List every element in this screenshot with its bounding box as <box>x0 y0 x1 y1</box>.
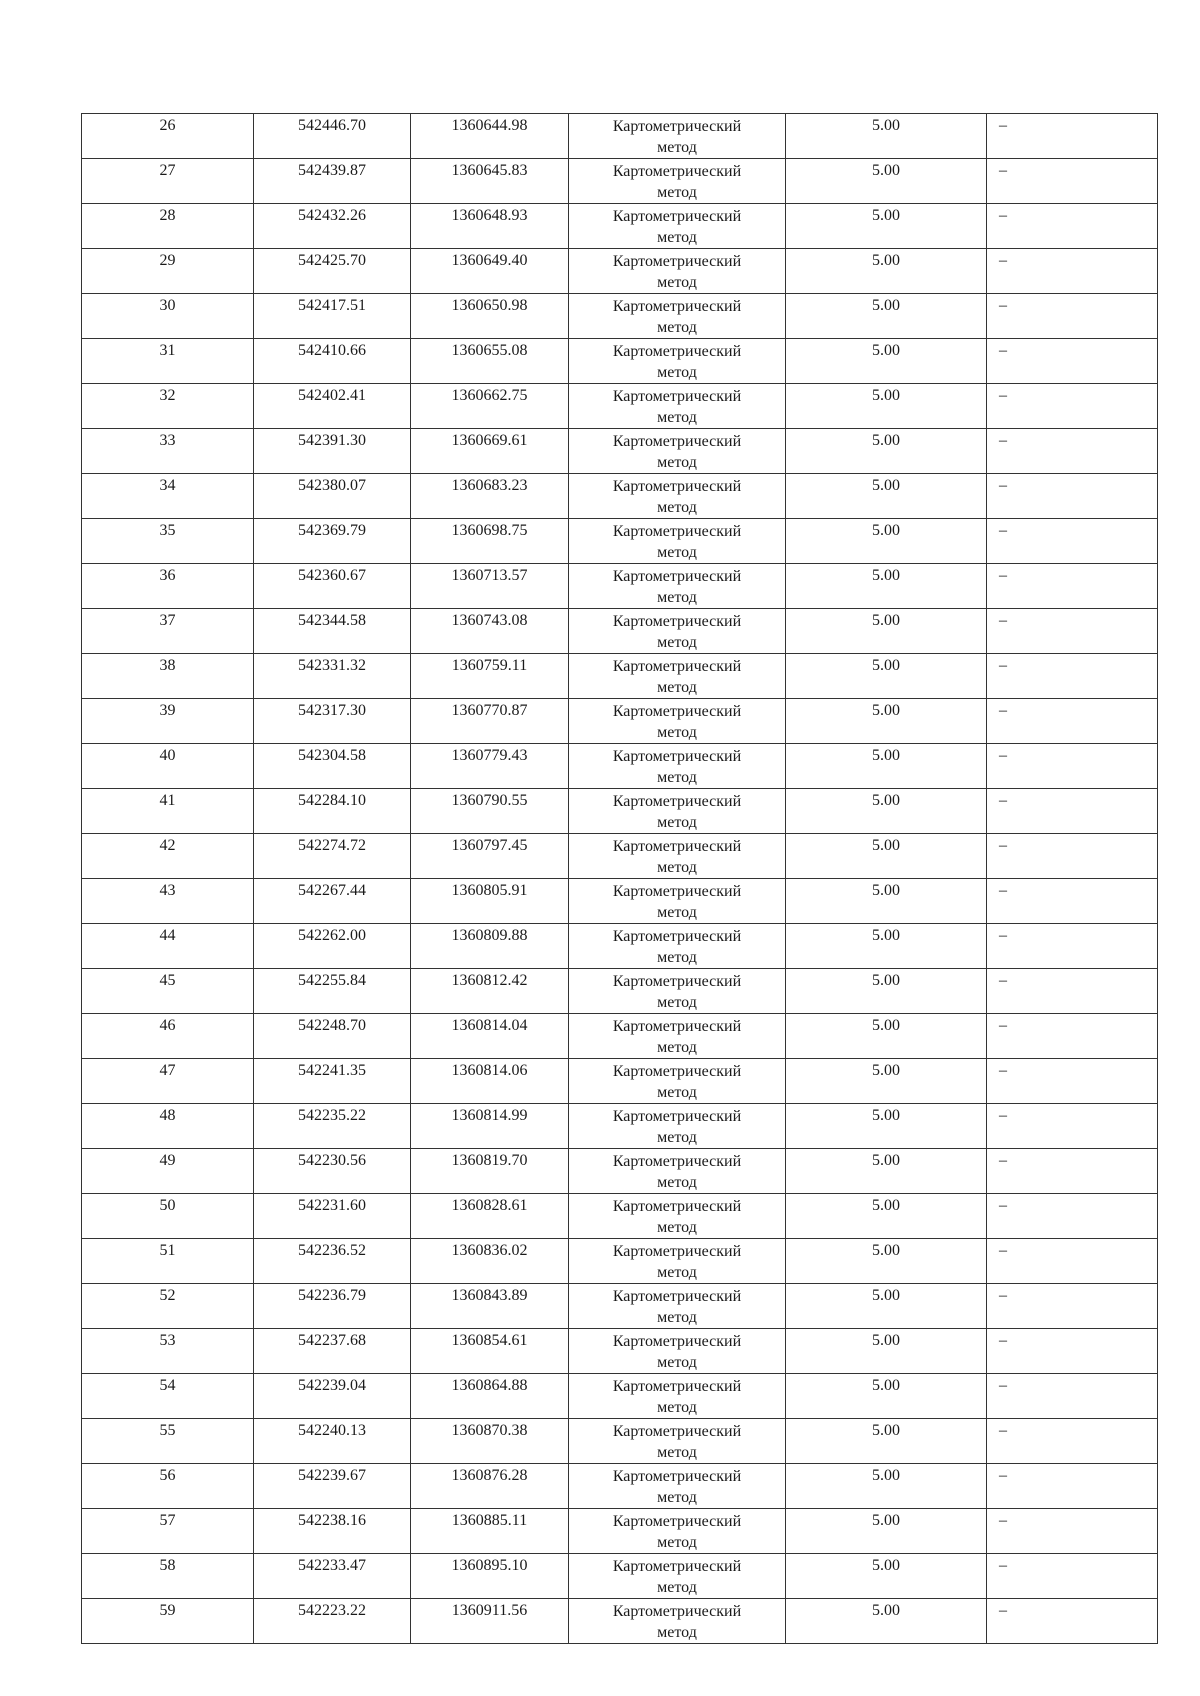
method-cell <box>569 1419 786 1464</box>
description-cell: – <box>987 159 1158 204</box>
method-cell <box>569 249 786 294</box>
accuracy-cell: 5.00 <box>786 1284 987 1329</box>
point-number-cell: 41 <box>82 789 254 834</box>
x-coordinate-cell: 542239.67 <box>254 1464 411 1509</box>
y-coordinate-cell: 1360649.40 <box>411 249 569 294</box>
method-text: Картометрический метод <box>612 883 742 921</box>
description-cell: – <box>987 1554 1158 1599</box>
method-cell <box>569 1284 786 1329</box>
description-cell: – <box>987 519 1158 564</box>
y-coordinate-cell: 1360797.45 <box>411 834 569 879</box>
method-text: Картометрический метод <box>612 1513 742 1551</box>
method-cell <box>569 159 786 204</box>
accuracy-cell: 5.00 <box>786 1104 987 1149</box>
accuracy-cell: 5.00 <box>786 1329 987 1374</box>
accuracy-cell: 5.00 <box>786 519 987 564</box>
method-text: Картометрический метод <box>612 1423 742 1461</box>
method-text: Картометрический метод <box>612 1603 742 1641</box>
accuracy-cell: 5.00 <box>786 1509 987 1554</box>
x-coordinate-cell: 542223.22 <box>254 1599 411 1644</box>
method-cell <box>569 699 786 744</box>
x-coordinate-cell: 542231.60 <box>254 1194 411 1239</box>
x-coordinate-cell: 542240.13 <box>254 1419 411 1464</box>
accuracy-cell: 5.00 <box>786 1419 987 1464</box>
point-number-cell: 48 <box>82 1104 254 1149</box>
method-cell <box>569 834 786 879</box>
y-coordinate-cell: 1360770.87 <box>411 699 569 744</box>
table-row <box>82 384 1158 429</box>
table-row <box>82 1104 1158 1149</box>
point-number-cell: 40 <box>82 744 254 789</box>
point-number-cell: 47 <box>82 1059 254 1104</box>
method-cell <box>569 1509 786 1554</box>
method-text: Картометрический метод <box>612 1468 742 1506</box>
description-cell: – <box>987 1599 1158 1644</box>
method-text: Картометрический метод <box>612 748 742 786</box>
method-cell <box>569 1329 786 1374</box>
x-coordinate-cell: 542262.00 <box>254 924 411 969</box>
x-coordinate-cell: 542237.68 <box>254 1329 411 1374</box>
x-coordinate-cell: 542432.26 <box>254 204 411 249</box>
table-row <box>82 1509 1158 1554</box>
x-coordinate-cell: 542425.70 <box>254 249 411 294</box>
method-text: Картометрический метод <box>612 1108 742 1146</box>
table-row <box>82 654 1158 699</box>
method-text: Картометрический метод <box>612 838 742 876</box>
accuracy-cell: 5.00 <box>786 339 987 384</box>
y-coordinate-cell: 1360809.88 <box>411 924 569 969</box>
x-coordinate-cell: 542248.70 <box>254 1014 411 1059</box>
table-row <box>82 969 1158 1014</box>
x-coordinate-cell: 542239.04 <box>254 1374 411 1419</box>
point-number-cell: 49 <box>82 1149 254 1194</box>
method-text: Картометрический метод <box>612 928 742 966</box>
x-coordinate-cell: 542255.84 <box>254 969 411 1014</box>
description-cell: – <box>987 1419 1158 1464</box>
coordinates-table-body <box>82 114 1158 1644</box>
method-text: Картометрический метод <box>612 1018 742 1056</box>
table-row <box>82 1599 1158 1644</box>
method-cell <box>569 1239 786 1284</box>
method-cell <box>569 1104 786 1149</box>
y-coordinate-cell: 1360759.11 <box>411 654 569 699</box>
accuracy-cell: 5.00 <box>786 609 987 654</box>
description-cell: – <box>987 249 1158 294</box>
method-cell <box>569 924 786 969</box>
description-cell: – <box>987 384 1158 429</box>
method-text: Картометрический метод <box>612 208 742 246</box>
x-coordinate-cell: 542284.10 <box>254 789 411 834</box>
description-cell: – <box>987 1509 1158 1554</box>
table-row <box>82 159 1158 204</box>
y-coordinate-cell: 1360645.83 <box>411 159 569 204</box>
accuracy-cell: 5.00 <box>786 924 987 969</box>
y-coordinate-cell: 1360650.98 <box>411 294 569 339</box>
point-number-cell: 34 <box>82 474 254 519</box>
x-coordinate-cell: 542236.79 <box>254 1284 411 1329</box>
point-number-cell: 46 <box>82 1014 254 1059</box>
method-text: Картометрический метод <box>612 1243 742 1281</box>
point-number-cell: 28 <box>82 204 254 249</box>
accuracy-cell: 5.00 <box>786 699 987 744</box>
accuracy-cell: 5.00 <box>786 1014 987 1059</box>
description-cell: – <box>987 1329 1158 1374</box>
accuracy-cell: 5.00 <box>786 834 987 879</box>
accuracy-cell: 5.00 <box>786 249 987 294</box>
y-coordinate-cell: 1360836.02 <box>411 1239 569 1284</box>
y-coordinate-cell: 1360743.08 <box>411 609 569 654</box>
method-text: Картометрический метод <box>612 1153 742 1191</box>
accuracy-cell: 5.00 <box>786 1554 987 1599</box>
y-coordinate-cell: 1360662.75 <box>411 384 569 429</box>
method-cell <box>569 1194 786 1239</box>
x-coordinate-cell: 542233.47 <box>254 1554 411 1599</box>
y-coordinate-cell: 1360854.61 <box>411 1329 569 1374</box>
y-coordinate-cell: 1360828.61 <box>411 1194 569 1239</box>
table-row <box>82 834 1158 879</box>
y-coordinate-cell: 1360812.42 <box>411 969 569 1014</box>
description-cell: – <box>987 429 1158 474</box>
method-text: Картометрический метод <box>612 973 742 1011</box>
table-row <box>82 744 1158 789</box>
table-row <box>82 1014 1158 1059</box>
method-cell <box>569 1464 786 1509</box>
method-text: Картометрический метод <box>612 1288 742 1326</box>
x-coordinate-cell: 542391.30 <box>254 429 411 474</box>
description-cell: – <box>987 609 1158 654</box>
table-row <box>82 114 1158 159</box>
x-coordinate-cell: 542235.22 <box>254 1104 411 1149</box>
y-coordinate-cell: 1360655.08 <box>411 339 569 384</box>
method-text: Картометрический метод <box>612 163 742 201</box>
point-number-cell: 55 <box>82 1419 254 1464</box>
point-number-cell: 51 <box>82 1239 254 1284</box>
y-coordinate-cell: 1360805.91 <box>411 879 569 924</box>
description-cell: – <box>987 1059 1158 1104</box>
table-row <box>82 1059 1158 1104</box>
accuracy-cell: 5.00 <box>786 654 987 699</box>
table-row <box>82 564 1158 609</box>
point-number-cell: 45 <box>82 969 254 1014</box>
y-coordinate-cell: 1360790.55 <box>411 789 569 834</box>
point-number-cell: 53 <box>82 1329 254 1374</box>
x-coordinate-cell: 542236.52 <box>254 1239 411 1284</box>
x-coordinate-cell: 542446.70 <box>254 114 411 159</box>
method-text: Картометрический метод <box>612 253 742 291</box>
accuracy-cell: 5.00 <box>786 564 987 609</box>
method-cell <box>569 1599 786 1644</box>
y-coordinate-cell: 1360713.57 <box>411 564 569 609</box>
y-coordinate-cell: 1360814.04 <box>411 1014 569 1059</box>
description-cell: – <box>987 744 1158 789</box>
accuracy-cell: 5.00 <box>786 1239 987 1284</box>
point-number-cell: 57 <box>82 1509 254 1554</box>
description-cell: – <box>987 1194 1158 1239</box>
point-number-cell: 33 <box>82 429 254 474</box>
accuracy-cell: 5.00 <box>786 1464 987 1509</box>
point-number-cell: 58 <box>82 1554 254 1599</box>
x-coordinate-cell: 542360.67 <box>254 564 411 609</box>
method-cell <box>569 204 786 249</box>
y-coordinate-cell: 1360876.28 <box>411 1464 569 1509</box>
y-coordinate-cell: 1360698.75 <box>411 519 569 564</box>
method-cell <box>569 789 786 834</box>
y-coordinate-cell: 1360911.56 <box>411 1599 569 1644</box>
x-coordinate-cell: 542241.35 <box>254 1059 411 1104</box>
x-coordinate-cell: 542402.41 <box>254 384 411 429</box>
point-number-cell: 27 <box>82 159 254 204</box>
accuracy-cell: 5.00 <box>786 114 987 159</box>
point-number-cell: 36 <box>82 564 254 609</box>
accuracy-cell: 5.00 <box>786 1599 987 1644</box>
accuracy-cell: 5.00 <box>786 159 987 204</box>
y-coordinate-cell: 1360644.98 <box>411 114 569 159</box>
accuracy-cell: 5.00 <box>786 1149 987 1194</box>
x-coordinate-cell: 542410.66 <box>254 339 411 384</box>
method-text: Картометрический метод <box>612 1333 742 1371</box>
y-coordinate-cell: 1360683.23 <box>411 474 569 519</box>
description-cell: – <box>987 789 1158 834</box>
method-cell <box>569 339 786 384</box>
x-coordinate-cell: 542230.56 <box>254 1149 411 1194</box>
description-cell: – <box>987 699 1158 744</box>
point-number-cell: 31 <box>82 339 254 384</box>
table-row <box>82 474 1158 519</box>
method-cell <box>569 969 786 1014</box>
method-cell <box>569 429 786 474</box>
method-cell <box>569 114 786 159</box>
accuracy-cell: 5.00 <box>786 744 987 789</box>
method-text: Картометрический метод <box>612 388 742 426</box>
method-text: Картометрический метод <box>612 1378 742 1416</box>
method-text: Картометрический метод <box>612 343 742 381</box>
point-number-cell: 26 <box>82 114 254 159</box>
method-cell <box>569 294 786 339</box>
method-text: Картометрический метод <box>612 568 742 606</box>
method-cell <box>569 519 786 564</box>
table-row <box>82 699 1158 744</box>
description-cell: – <box>987 1014 1158 1059</box>
method-cell <box>569 564 786 609</box>
point-number-cell: 39 <box>82 699 254 744</box>
method-text: Картометрический метод <box>612 658 742 696</box>
point-number-cell: 38 <box>82 654 254 699</box>
accuracy-cell: 5.00 <box>786 1374 987 1419</box>
table-row <box>82 1464 1158 1509</box>
x-coordinate-cell: 542304.58 <box>254 744 411 789</box>
method-cell <box>569 744 786 789</box>
method-text: Картометрический метод <box>612 793 742 831</box>
description-cell: – <box>987 924 1158 969</box>
table-row <box>82 249 1158 294</box>
table-row <box>82 789 1158 834</box>
table-row <box>82 879 1158 924</box>
table-row <box>82 1419 1158 1464</box>
x-coordinate-cell: 542331.32 <box>254 654 411 699</box>
y-coordinate-cell: 1360814.06 <box>411 1059 569 1104</box>
description-cell: – <box>987 1239 1158 1284</box>
table-row <box>82 1554 1158 1599</box>
method-cell <box>569 1554 786 1599</box>
description-cell: – <box>987 834 1158 879</box>
accuracy-cell: 5.00 <box>786 294 987 339</box>
y-coordinate-cell: 1360814.99 <box>411 1104 569 1149</box>
x-coordinate-cell: 542317.30 <box>254 699 411 744</box>
method-text: Картометрический метод <box>612 703 742 741</box>
table-row <box>82 519 1158 564</box>
table-row <box>82 204 1158 249</box>
accuracy-cell: 5.00 <box>786 474 987 519</box>
y-coordinate-cell: 1360669.61 <box>411 429 569 474</box>
method-text: Картометрический метод <box>612 118 742 156</box>
table-row <box>82 924 1158 969</box>
point-number-cell: 43 <box>82 879 254 924</box>
accuracy-cell: 5.00 <box>786 879 987 924</box>
description-cell: – <box>987 339 1158 384</box>
description-cell: – <box>987 1149 1158 1194</box>
description-cell: – <box>987 654 1158 699</box>
point-number-cell: 59 <box>82 1599 254 1644</box>
method-text: Картометрический метод <box>612 433 742 471</box>
point-number-cell: 32 <box>82 384 254 429</box>
y-coordinate-cell: 1360843.89 <box>411 1284 569 1329</box>
method-cell <box>569 879 786 924</box>
x-coordinate-cell: 542238.16 <box>254 1509 411 1554</box>
y-coordinate-cell: 1360819.70 <box>411 1149 569 1194</box>
method-text: Картометрический метод <box>612 1558 742 1596</box>
point-number-cell: 54 <box>82 1374 254 1419</box>
table-row <box>82 609 1158 654</box>
description-cell: – <box>987 1374 1158 1419</box>
method-cell <box>569 1149 786 1194</box>
table-row <box>82 1329 1158 1374</box>
description-cell: – <box>987 294 1158 339</box>
table-row <box>82 339 1158 384</box>
point-number-cell: 52 <box>82 1284 254 1329</box>
method-text: Картометрический метод <box>612 1198 742 1236</box>
y-coordinate-cell: 1360648.93 <box>411 204 569 249</box>
x-coordinate-cell: 542417.51 <box>254 294 411 339</box>
accuracy-cell: 5.00 <box>786 789 987 834</box>
point-number-cell: 44 <box>82 924 254 969</box>
description-cell: – <box>987 564 1158 609</box>
method-cell <box>569 384 786 429</box>
method-cell <box>569 1374 786 1419</box>
point-number-cell: 30 <box>82 294 254 339</box>
table-row <box>82 1284 1158 1329</box>
point-number-cell: 37 <box>82 609 254 654</box>
description-cell: – <box>987 879 1158 924</box>
y-coordinate-cell: 1360895.10 <box>411 1554 569 1599</box>
table-row <box>82 1194 1158 1239</box>
description-cell: – <box>987 1284 1158 1329</box>
table-row <box>82 1374 1158 1419</box>
point-number-cell: 29 <box>82 249 254 294</box>
method-cell <box>569 609 786 654</box>
point-number-cell: 42 <box>82 834 254 879</box>
accuracy-cell: 5.00 <box>786 969 987 1014</box>
accuracy-cell: 5.00 <box>786 1194 987 1239</box>
method-cell <box>569 1014 786 1059</box>
description-cell: – <box>987 969 1158 1014</box>
coordinates-table <box>81 113 1158 1644</box>
method-text: Картометрический метод <box>612 1063 742 1101</box>
table-row <box>82 1149 1158 1194</box>
point-number-cell: 50 <box>82 1194 254 1239</box>
table-row <box>82 429 1158 474</box>
table-row <box>82 294 1158 339</box>
y-coordinate-cell: 1360779.43 <box>411 744 569 789</box>
description-cell: – <box>987 204 1158 249</box>
point-number-cell: 35 <box>82 519 254 564</box>
description-cell: – <box>987 474 1158 519</box>
x-coordinate-cell: 542274.72 <box>254 834 411 879</box>
method-text: Картометрический метод <box>612 613 742 651</box>
description-cell: – <box>987 1464 1158 1509</box>
accuracy-cell: 5.00 <box>786 384 987 429</box>
y-coordinate-cell: 1360870.38 <box>411 1419 569 1464</box>
accuracy-cell: 5.00 <box>786 429 987 474</box>
x-coordinate-cell: 542369.79 <box>254 519 411 564</box>
x-coordinate-cell: 542439.87 <box>254 159 411 204</box>
method-cell <box>569 654 786 699</box>
method-cell <box>569 474 786 519</box>
x-coordinate-cell: 542380.07 <box>254 474 411 519</box>
point-number-cell: 56 <box>82 1464 254 1509</box>
x-coordinate-cell: 542344.58 <box>254 609 411 654</box>
accuracy-cell: 5.00 <box>786 1059 987 1104</box>
description-cell: – <box>987 1104 1158 1149</box>
table-row <box>82 1239 1158 1284</box>
description-cell: – <box>987 114 1158 159</box>
method-cell <box>569 1059 786 1104</box>
x-coordinate-cell: 542267.44 <box>254 879 411 924</box>
method-text: Картометрический метод <box>612 523 742 561</box>
method-text: Картометрический метод <box>612 478 742 516</box>
y-coordinate-cell: 1360864.88 <box>411 1374 569 1419</box>
method-text: Картометрический метод <box>612 298 742 336</box>
accuracy-cell: 5.00 <box>786 204 987 249</box>
y-coordinate-cell: 1360885.11 <box>411 1509 569 1554</box>
